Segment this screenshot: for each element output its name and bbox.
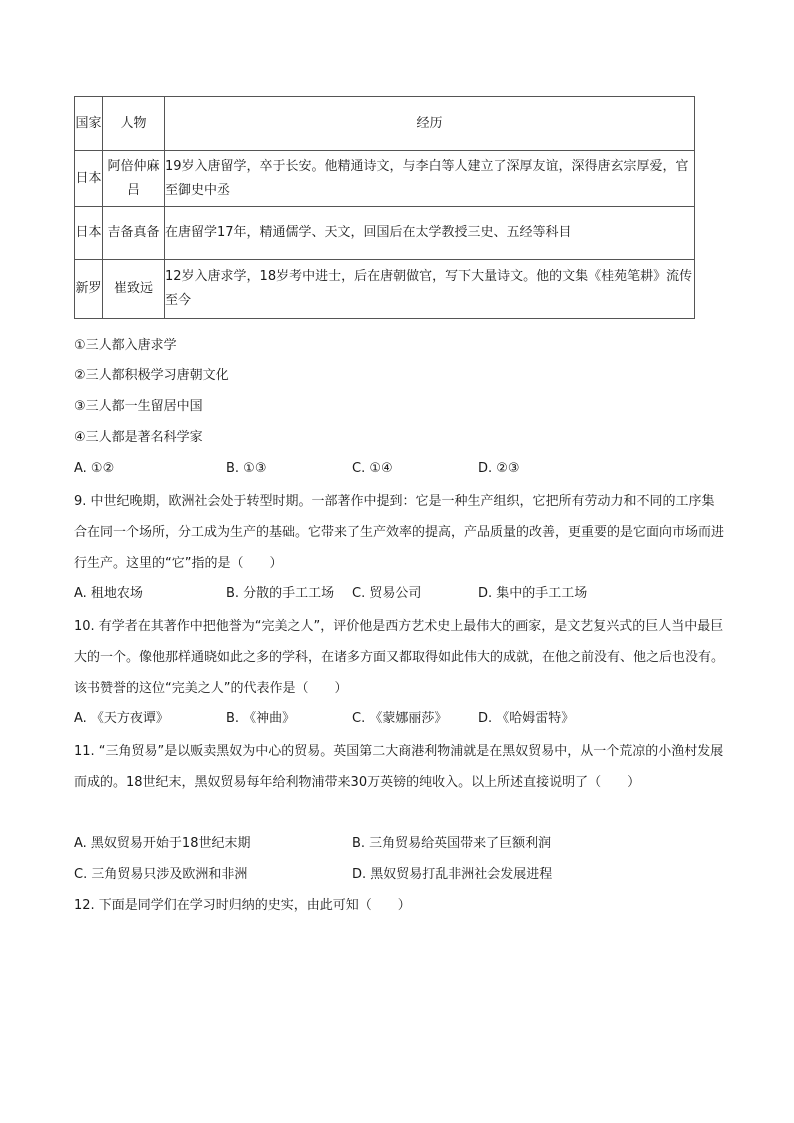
statement-2: ②三人都积极学习唐朝文化 bbox=[74, 368, 229, 383]
table-header-row bbox=[75, 97, 695, 151]
experience-cell: 19岁入唐留学，卒于长安。他精通诗文，与李白等人建立了深厚友谊，深得唐玄宗厚爱，官至御史中丞 bbox=[165, 151, 695, 207]
table-row bbox=[75, 151, 695, 207]
q9-option-d[interactable]: D. 集中的手工工场 bbox=[478, 586, 588, 601]
statement-3: ③三人都一生留居中国 bbox=[74, 399, 203, 414]
q12-stem: 12. 下面是同学们在学习时归纳的史实，由此可知（ ） bbox=[74, 898, 411, 913]
q9-stem: 9. 中世纪晚期，欧洲社会处于转型时期。一部著作中提到：它是一种生产组织，它把所有劳动力和不同的工序集合在同一个场所，分工成为生产的基础。它带来了生产效率的提高，产品质量的改善，更重要的是它面向市场而进行生产。这里的“它”指的是（ ） bbox=[74, 494, 725, 571]
q8-option-a[interactable]: A. ①② bbox=[74, 461, 115, 476]
history-figures-table bbox=[74, 96, 695, 319]
q11-option-d[interactable]: D. 黑奴贸易打乱非洲社会发展进程 bbox=[352, 867, 553, 882]
country-cell: 日本 bbox=[75, 151, 103, 207]
q10-option-a[interactable]: A. 《天方夜谭》 bbox=[74, 711, 169, 726]
statement-4: ④三人都是著名科学家 bbox=[74, 430, 203, 445]
header-experience: 经历 bbox=[165, 97, 695, 151]
q10-option-c[interactable]: C. 《蒙娜丽莎》 bbox=[352, 711, 448, 726]
q9-option-b[interactable]: B. 分散的手工工场 bbox=[226, 586, 335, 601]
q11-option-c[interactable]: C. 三角贸易只涉及欧洲和非洲 bbox=[74, 867, 248, 882]
q11-option-b[interactable]: B. 三角贸易给英国带来了巨额利润 bbox=[352, 836, 552, 851]
q11-option-a[interactable]: A. 黑奴贸易开始于18世纪末期 bbox=[74, 836, 251, 851]
country-cell: 日本 bbox=[75, 207, 103, 260]
q10-option-d[interactable]: D. 《哈姆雷特》 bbox=[478, 711, 575, 726]
header-country: 国家 bbox=[75, 97, 103, 151]
q10-option-b[interactable]: B. 《神曲》 bbox=[226, 711, 296, 726]
country-cell: 新罗 bbox=[75, 260, 103, 319]
table-row bbox=[75, 207, 695, 260]
q9-option-a[interactable]: A. 租地农场 bbox=[74, 586, 143, 601]
statement-1: ①三人都入唐求学 bbox=[74, 338, 177, 353]
q8-option-b[interactable]: B. ①③ bbox=[226, 461, 267, 476]
q9-option-c[interactable]: C. 贸易公司 bbox=[352, 586, 422, 601]
person-cell: 阿倍仲麻吕 bbox=[103, 151, 165, 207]
header-person: 人物 bbox=[103, 97, 165, 151]
q8-option-c[interactable]: C. ①④ bbox=[352, 461, 393, 476]
experience-cell: 在唐留学17年，精通儒学、天文，回国后在太学教授三史、五经等科目 bbox=[165, 207, 695, 260]
q8-option-d[interactable]: D. ②③ bbox=[478, 461, 520, 476]
person-cell: 吉备真备 bbox=[103, 207, 165, 260]
table-row bbox=[75, 260, 695, 319]
person-cell: 崔致远 bbox=[103, 260, 165, 319]
q11-stem: 11. “三角贸易”是以贩卖黑奴为中心的贸易。英国第二大商港利物浦就是在黑奴贸易中，从一个荒凉的小渔村发展而成的。18世纪末，黑奴贸易每年给利物浦带来30万英镑的纯收入。以上所述直接说明了（ ） bbox=[74, 744, 724, 790]
q10-stem: 10. 有学者在其著作中把他誉为“完美之人”，评价他是西方艺术史上最伟大的画家，是文艺复兴式的巨人当中最巨大的一个。像他那样通晓如此之多的学科，在诸多方面又都取得如此伟大的成就，在他之前没有、他之后也没有。该书赞誉的这位“完美之人”的代表作是（ ） bbox=[74, 619, 725, 696]
experience-cell: 12岁入唐求学，18岁考中进士，后在唐朝做官，写下大量诗文。他的文集《桂苑笔耕》流传至今 bbox=[165, 260, 695, 319]
